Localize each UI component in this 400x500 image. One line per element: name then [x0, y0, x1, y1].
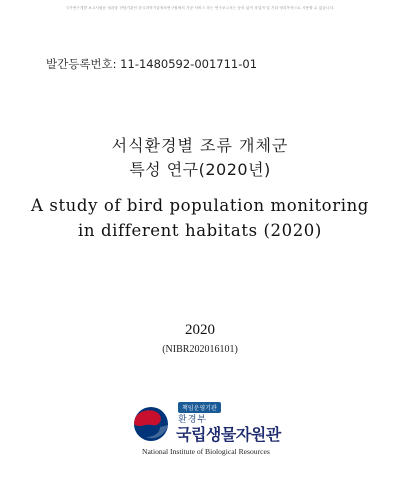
english-title-line-1: A study of bird population monitoring — [31, 196, 369, 215]
org-name-english: National Institute of Biological Resources — [142, 447, 270, 456]
registration-number: 발간등록번호: 11-1480592-001711-01 — [46, 57, 258, 71]
publication-year: 2020 — [185, 322, 215, 338]
korean-title-line-2: 특성 연구(2020년) — [129, 160, 271, 179]
ministry-name: 환경부 — [178, 415, 208, 425]
korea-government-emblem-icon — [130, 403, 172, 445]
english-title-line-2: in different habitats (2020) — [78, 221, 322, 240]
responsible-agency-badge: 책임운영기관 — [178, 402, 221, 413]
korean-title-line-1: 서식환경별 조류 개체군 — [111, 136, 289, 155]
publication-code: (NIBR202016101) — [162, 344, 238, 355]
copyright-notice: 국가연구개발 보고서원문 성과물 전담기관인 한국과학기술정보연구원에서 가공·서비스 하는 연구보고서는 동의 없이 상업적 및 기타 영리목적으로 사용할 수 없습니다. — [65, 6, 335, 10]
org-name-korean: 국립생물자원관 — [176, 425, 281, 444]
